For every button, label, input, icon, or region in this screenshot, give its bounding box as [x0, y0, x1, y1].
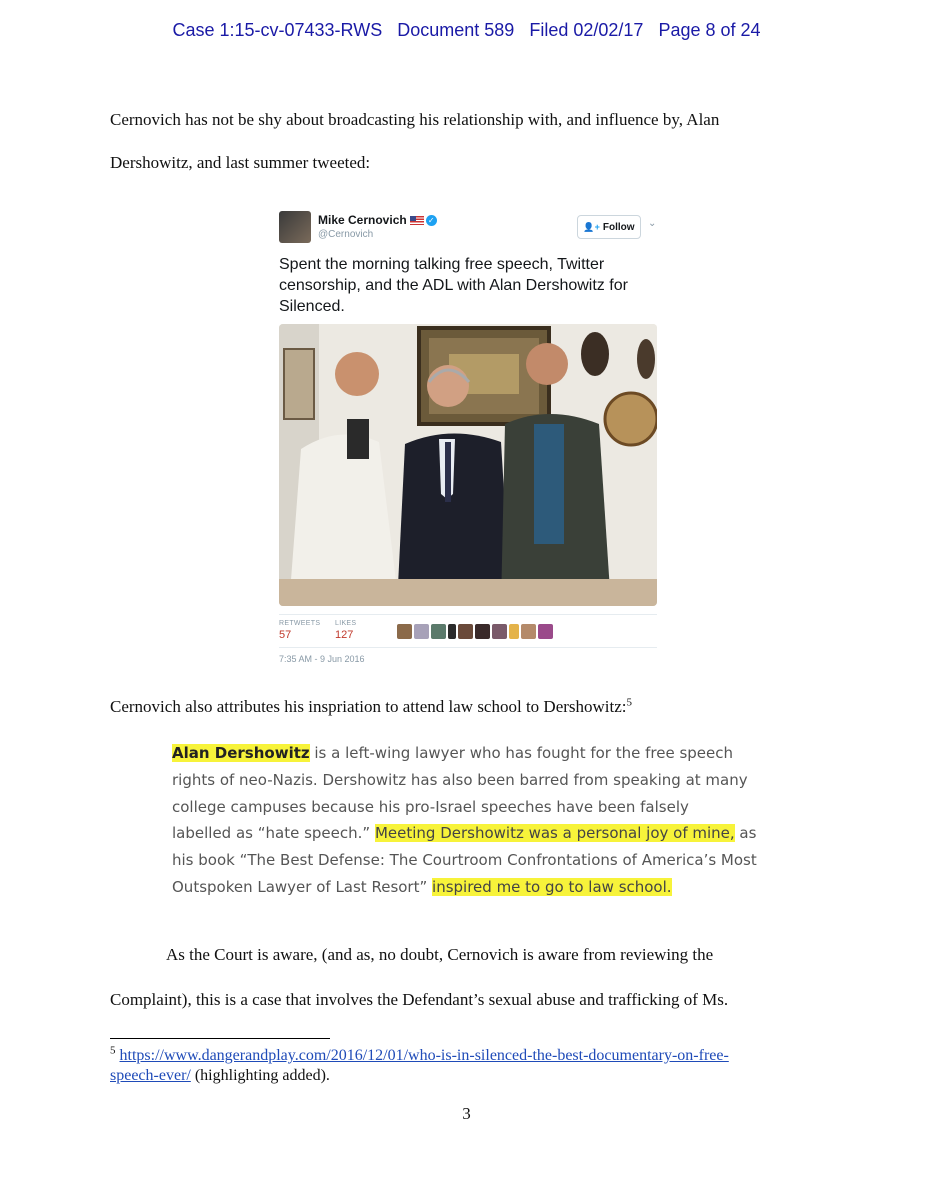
quote-line: college campuses because his pro-Israel speeches have been falsely [172, 797, 689, 816]
footnote-suffix: (highlighting added). [190, 1067, 330, 1084]
add-user-icon: 👤+ [583, 222, 600, 232]
footnote-divider [110, 1038, 330, 1039]
liker-avatar[interactable] [492, 624, 507, 639]
tweet-timestamp[interactable]: 7:35 AM - 9 Jun 2016 [279, 654, 365, 664]
liker-avatar[interactable] [538, 624, 553, 639]
quote-line [172, 740, 772, 767]
avatar[interactable] [279, 211, 311, 243]
tweet-stats [279, 614, 657, 648]
quote-line [172, 874, 772, 901]
quote-line: his book “The Best Defense: The Courtroom Confrontations of America’s Most [172, 851, 757, 870]
footnote [110, 1046, 840, 1086]
footnote-link-line-1: https://www.dangerandplay.com/2016/12/01/who-is-in-silenced-the-best-documentary-on-free- [119, 1047, 729, 1064]
liker-avatar[interactable] [448, 624, 456, 639]
liker-avatar[interactable] [431, 624, 446, 639]
quote-line: rights of neo-Nazis. Dershowitz has also been barred from speaking at many [172, 770, 748, 789]
quote-text: Outspoken Lawyer of Last Resort” [172, 877, 433, 896]
retweets-count[interactable]: 57 [279, 629, 292, 641]
page-indicator: Page 8 of 24 [658, 20, 761, 40]
retweets-label: RETWEETS [279, 620, 321, 627]
tweet-photo[interactable] [279, 324, 657, 606]
author-handle[interactable]: @Cernovich [318, 229, 374, 240]
follow-label: Follow [602, 222, 635, 233]
page-number: 3 [462, 1104, 471, 1123]
paragraph-1-line-1: Cernovich has not be shy about broadcasting his relationship with, and influence by, Alan [110, 110, 720, 129]
liker-avatar[interactable] [397, 624, 412, 639]
paragraph-3-line-1: As the Court is aware, (and as, no doubt, Cernovich is aware from reviewing the [166, 945, 714, 964]
case-header [0, 20, 933, 41]
quote-text: as [734, 824, 757, 843]
likes-label: LIKES [335, 620, 357, 627]
paragraph-1-line-2: Dershowitz, and last summer tweeted: [110, 153, 371, 172]
photo-illustration [279, 324, 657, 606]
footnote-link-line-2: speech-ever/ [110, 1067, 191, 1084]
quote-text: labelled as “hate speech.” [172, 824, 375, 843]
paragraph-2 [110, 697, 830, 717]
chevron-down-icon[interactable]: ⌄ [648, 218, 657, 229]
liker-avatar[interactable] [475, 624, 490, 639]
paragraph-3-line-2: Complaint), this is a case that involves the Defendant’s sexual abuse and trafficking of Ms. [110, 990, 729, 1009]
footnote-ref[interactable]: 5 [626, 696, 633, 709]
us-flag-icon [410, 216, 424, 225]
liker-avatar[interactable] [509, 624, 519, 639]
paragraph-2-text: Cernovich also attributes his inspriation to attend law school to Dershowitz: [110, 697, 627, 716]
follow-button[interactable] [577, 215, 641, 239]
document-number: Document 589 [397, 20, 515, 40]
liker-avatars [397, 624, 555, 640]
case-number: Case 1:15-cv-07433-RWS [172, 20, 383, 40]
liker-avatar[interactable] [458, 624, 473, 639]
highlight-joy: Meeting Dershowitz was a personal joy of mine, [374, 824, 735, 843]
tweet-author[interactable] [318, 213, 437, 227]
highlight-law-school: inspired me to go to law school. [432, 877, 672, 896]
verified-badge-icon: ✓ [426, 215, 437, 226]
tweet-text: Spent the morning talking free speech, Twitter censorship, and the ADL with Alan Dershowitz for Silenced. [279, 256, 628, 315]
author-name: Mike Cernovich [318, 213, 407, 227]
quoted-excerpt [172, 740, 772, 901]
liker-avatar[interactable] [414, 624, 429, 639]
quote-line [172, 820, 772, 847]
footnote-number: 5 [110, 1044, 116, 1057]
quote-text: is a left-wing lawyer who has fought for the free speech [309, 744, 734, 762]
liker-avatar[interactable] [521, 624, 536, 639]
highlight-name: Alan Dershowitz [172, 744, 310, 762]
likes-count[interactable]: 127 [335, 629, 354, 641]
filed-date: Filed 02/02/17 [529, 20, 644, 40]
embedded-tweet [272, 202, 664, 670]
